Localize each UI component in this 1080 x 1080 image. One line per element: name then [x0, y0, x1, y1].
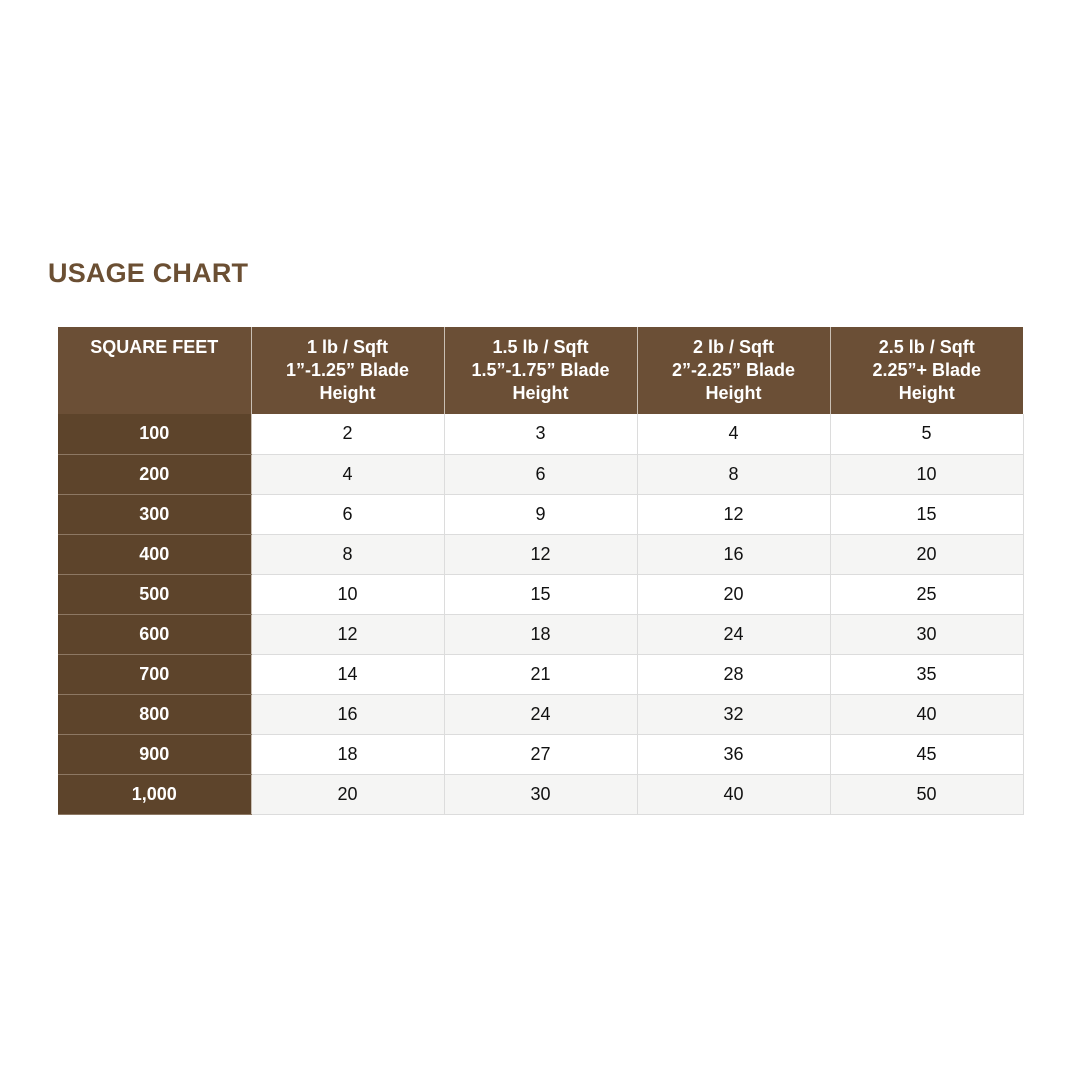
table-cell: 28 [637, 654, 830, 694]
header-2-5lb-sqft: 2.5 lb / Sqft 2.25”+ Blade Height [830, 327, 1023, 414]
header-1-5lb-sqft: 1.5 lb / Sqft 1.5”-1.75” Blade Height [444, 327, 637, 414]
table-cell: 20 [830, 534, 1023, 574]
table-cell: 21 [444, 654, 637, 694]
table-cell: 4 [637, 414, 830, 454]
table-cell: 9 [444, 494, 637, 534]
page-title: USAGE CHART [48, 258, 249, 288]
square-feet-cell: 600 [58, 614, 251, 654]
table-cell: 16 [251, 694, 444, 734]
table-cell: 45 [830, 734, 1023, 774]
table-cell: 15 [444, 574, 637, 614]
table-cell: 27 [444, 734, 637, 774]
table-cell: 12 [444, 534, 637, 574]
square-feet-cell: 1,000 [58, 774, 251, 814]
square-feet-cell: 500 [58, 574, 251, 614]
table-row [58, 414, 1023, 454]
table-cell: 12 [637, 494, 830, 534]
table-row [58, 694, 1023, 734]
table-cell: 5 [830, 414, 1023, 454]
table-cell: 18 [444, 614, 637, 654]
table-cell: 10 [251, 574, 444, 614]
square-feet-cell: 100 [58, 414, 251, 454]
table-cell: 6 [444, 454, 637, 494]
table-cell: 24 [637, 614, 830, 654]
table-row [58, 614, 1023, 654]
table-cell: 20 [251, 774, 444, 814]
table-cell: 12 [251, 614, 444, 654]
table-row [58, 454, 1023, 494]
table-cell: 36 [637, 734, 830, 774]
header-1lb-sqft: 1 lb / Sqft 1”-1.25” Blade Height [251, 327, 444, 414]
table-cell: 30 [830, 614, 1023, 654]
table-cell: 40 [830, 694, 1023, 734]
header-square-feet: SQUARE FEET [58, 327, 251, 414]
table-cell: 4 [251, 454, 444, 494]
table-cell: 15 [830, 494, 1023, 534]
table-cell: 30 [444, 774, 637, 814]
table-cell: 20 [637, 574, 830, 614]
table-cell: 8 [637, 454, 830, 494]
table-cell: 3 [444, 414, 637, 454]
table-cell: 10 [830, 454, 1023, 494]
table-cell: 24 [444, 694, 637, 734]
table-row [58, 734, 1023, 774]
square-feet-cell: 900 [58, 734, 251, 774]
square-feet-cell: 300 [58, 494, 251, 534]
table-cell: 18 [251, 734, 444, 774]
table-cell: 35 [830, 654, 1023, 694]
table-cell: 40 [637, 774, 830, 814]
square-feet-cell: 400 [58, 534, 251, 574]
square-feet-cell: 800 [58, 694, 251, 734]
table-cell: 50 [830, 774, 1023, 814]
table-cell: 16 [637, 534, 830, 574]
table-row [58, 774, 1023, 814]
table-row [58, 574, 1023, 614]
table-header-row [58, 327, 1023, 414]
table-row [58, 494, 1023, 534]
table-row [58, 654, 1023, 694]
table-cell: 6 [251, 494, 444, 534]
table-cell: 8 [251, 534, 444, 574]
table-cell: 2 [251, 414, 444, 454]
square-feet-cell: 200 [58, 454, 251, 494]
header-2lb-sqft: 2 lb / Sqft 2”-2.25” Blade Height [637, 327, 830, 414]
table-cell: 25 [830, 574, 1023, 614]
table-cell: 14 [251, 654, 444, 694]
table-cell: 32 [637, 694, 830, 734]
square-feet-cell: 700 [58, 654, 251, 694]
table-row [58, 534, 1023, 574]
usage-table [58, 327, 1024, 815]
